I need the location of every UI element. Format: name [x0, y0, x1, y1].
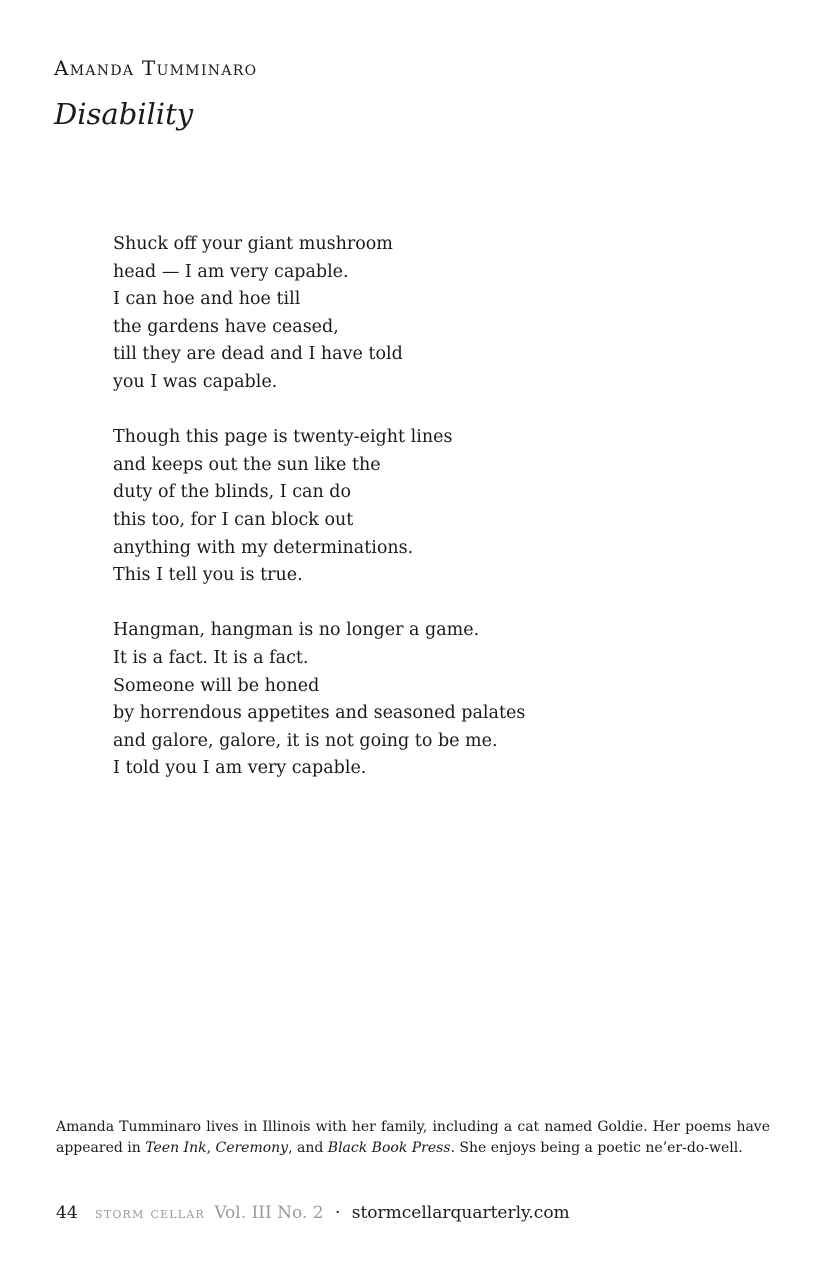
poem-line: Hangman, hangman is no longer a game. — [113, 620, 480, 641]
poem-line: It is a fact. It is a fact. — [113, 647, 309, 668]
poem-line: This I tell you is true. — [113, 565, 303, 586]
poem-line: Shuck off your giant mushroom — [113, 234, 393, 254]
author-bio — [56, 1117, 770, 1158]
website-url: stormcellarquarterly.com — [351, 1203, 570, 1223]
journal-name: storm cellar — [95, 1204, 205, 1222]
poem-line: I told you I am very capable. — [113, 758, 367, 779]
page-number: 44 — [56, 1203, 78, 1223]
poem-line: this too, for I can block out — [113, 509, 354, 530]
bio-separator: , and — [288, 1139, 328, 1156]
poem-line: and keeps out the sun like the — [113, 454, 381, 475]
bio-text: Amanda Tumminaro lives in Illinois with her family, including a cat named Goldie. Her poems have appeared in — [56, 1119, 770, 1156]
poem-line: Someone will be honed — [113, 675, 320, 696]
poem-line: I can hoe and hoe till — [113, 289, 301, 310]
poem-line: the gardens have ceased, — [113, 316, 339, 337]
journal-volume: Vol. III No. 2 — [214, 1203, 324, 1223]
poem-line: and galore, galore, it is not going to be me. — [113, 730, 498, 751]
stanza-2 — [113, 424, 525, 590]
stanza-1 — [113, 231, 525, 397]
bio-text: . She enjoys being a poetic ne’er-do-well. — [450, 1139, 743, 1156]
poem-line: till they are dead and I have told — [113, 344, 403, 365]
poem-line: you I was capable. — [113, 371, 278, 392]
poem-line: Though this page is twenty-eight lines — [113, 427, 453, 448]
footer-separator: · — [334, 1203, 341, 1223]
poem-line: duty of the blinds, I can do — [113, 482, 352, 503]
publication-black-book-press: Black Book Press — [327, 1139, 451, 1156]
poem-body — [113, 231, 525, 783]
page-footer — [56, 1199, 570, 1227]
bio-separator: , — [206, 1139, 216, 1156]
publication-ceremony: Ceremony — [215, 1139, 289, 1156]
poem-line: anything with my determinations. — [113, 537, 414, 558]
poem-line: by horrendous appetites and seasoned palates — [113, 703, 526, 724]
poem-line: head — I am very capable. — [113, 261, 349, 282]
poem-title: Disability — [54, 97, 194, 131]
stanza-3 — [113, 617, 525, 783]
publication-teen-ink: Teen Ink — [145, 1139, 207, 1156]
author-name: Amanda Tumminaro — [54, 56, 258, 80]
